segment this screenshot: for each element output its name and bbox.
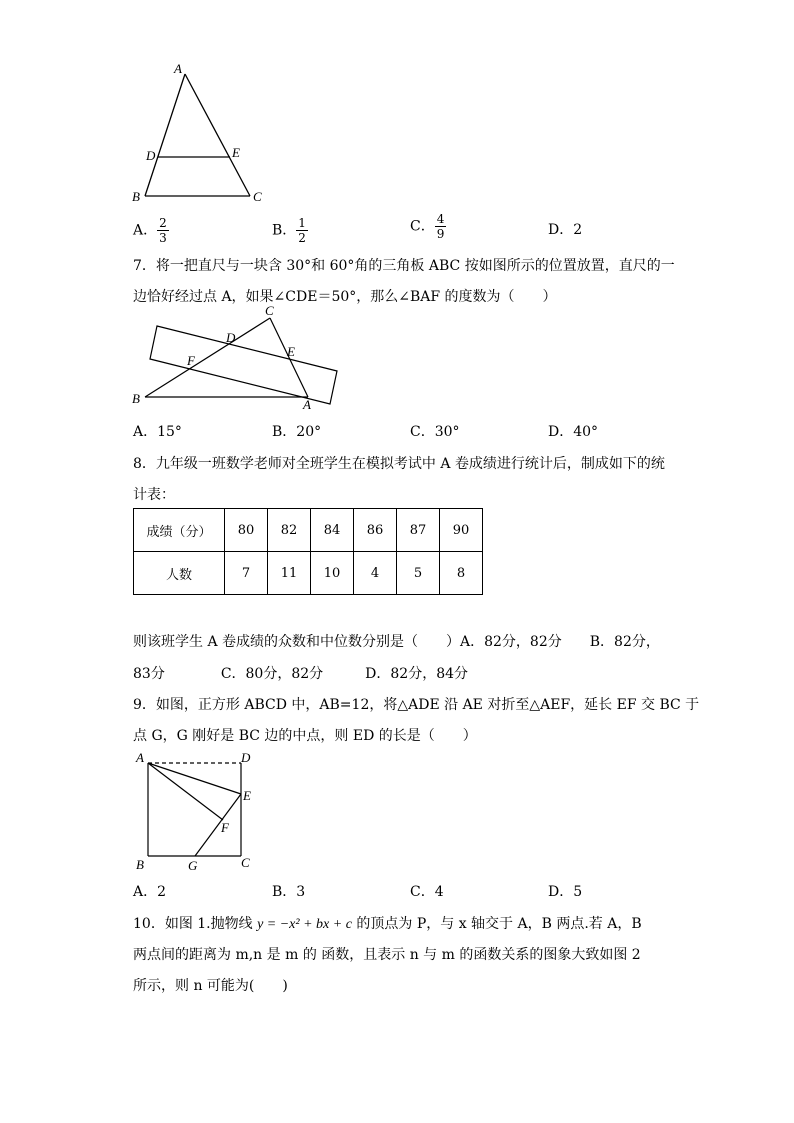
q9-option-a[interactable]: A．2	[133, 884, 167, 900]
label-b: B	[136, 857, 144, 872]
q9-stem-line1: 9．如图，正方形 ABCD 中，AB=12，将△ADE 沿 AE 对折至△AEF，延长 EF 交 BC 于	[133, 697, 700, 713]
q9-stem-line2: 点 G，G 刚好是 BC 边的中点，则 ED 的长是（ ）	[133, 728, 477, 744]
triangle-abc-figure	[128, 60, 278, 210]
q7-option-d[interactable]: D．40°	[548, 424, 599, 440]
label-e: E	[232, 145, 240, 160]
table-cell: 90	[440, 509, 483, 552]
label-g: G	[188, 858, 198, 873]
q6-option-a[interactable]: A． $\frac{2}{3}$	[133, 216, 167, 245]
label-f: F	[221, 820, 229, 835]
label-e: E	[287, 344, 295, 359]
label-d: D	[226, 330, 236, 345]
q8-answer-line1: 则该班学生 A 卷成绩的众数和中位数分别是（ ）A．82分，82分 B．82分，	[133, 634, 660, 650]
table-cell: 80	[225, 509, 268, 552]
q9-option-d[interactable]: D．5	[548, 884, 583, 900]
ruler-triangle-figure	[125, 305, 355, 415]
score-table	[133, 508, 483, 595]
table-header-cell: 人数	[134, 552, 225, 595]
table-row	[134, 552, 483, 595]
label-e: E	[243, 788, 251, 803]
table-cell: 87	[397, 509, 440, 552]
square-abcd-figure	[128, 748, 268, 874]
q6-option-c[interactable]: C． $\frac{4}{9}$	[410, 212, 445, 241]
table-cell: 84	[311, 509, 354, 552]
label-c: C	[253, 189, 262, 204]
fraction-1-2: $\frac{1}{2}$	[298, 216, 306, 245]
table-cell: 8	[440, 552, 483, 595]
q7-stem-line2: 边恰好经过点 A，如果∠CDE＝50°，那么∠BAF 的度数为（ ）	[133, 289, 557, 305]
q10-stem-line2: 两点间的距离为 m,n 是 m 的 函数，且表示 n 与 m 的函数关系的图象大致如图 2	[133, 947, 641, 963]
label-c: C	[241, 855, 250, 870]
q6-option-b[interactable]: B． $\frac{1}{2}$	[272, 216, 306, 245]
fraction-4-9: $\frac{4}{9}$	[436, 212, 445, 241]
table-cell: 82	[268, 509, 311, 552]
table-cell: 5	[397, 552, 440, 595]
q8-stem-line1: 8．九年级一班数学老师对全班学生在模拟考试中 A 卷成绩进行统计后，制成如下的统	[133, 456, 665, 472]
q10-stem-line3: 所示，则 n 可能为( )	[133, 978, 288, 994]
q9-option-c[interactable]: C．4	[410, 884, 444, 900]
q10-stem-line1: 10．如图 1.抛物线 y = −x² + bx + c 的顶点为 P，与 x 轴交于 A，B 两点.若 A，B	[133, 916, 642, 932]
table-cell: 4	[354, 552, 397, 595]
label-c: C	[265, 305, 274, 318]
label-f: F	[187, 353, 195, 368]
table-cell: 11	[268, 552, 311, 595]
label-a: A	[174, 61, 182, 76]
table-cell: 7	[225, 552, 268, 595]
q7-option-b[interactable]: B．20°	[272, 424, 322, 440]
q7-stem-line1: 7．将一把直尺与一块含 30°和 60°角的三角板 ABC 按如图所示的位置放置，直尺的一	[133, 258, 675, 274]
parabola-formula: y = −x² + bx + c	[257, 917, 352, 932]
label-b: B	[132, 391, 140, 406]
q6-option-d[interactable]: D．2	[548, 222, 583, 238]
label-d: D	[146, 148, 156, 163]
table-cell: 86	[354, 509, 397, 552]
q9-option-b[interactable]: B．3	[272, 884, 306, 900]
q7-option-c[interactable]: C．30°	[410, 424, 460, 440]
label-d: D	[241, 750, 251, 765]
q7-option-a[interactable]: A．15°	[133, 424, 182, 440]
label-a: A	[303, 397, 311, 412]
label-b: B	[132, 189, 140, 204]
table-cell: 10	[311, 552, 354, 595]
table-row	[134, 509, 483, 552]
q8-answer-line2: 83分 C．80分，82分 D．82分，84分	[133, 666, 469, 682]
table-header-cell: 成绩（分）	[134, 509, 225, 552]
label-a: A	[136, 750, 144, 765]
fraction-2-3: $\frac{2}{3}$	[159, 216, 167, 245]
q8-stem-line2: 计表：	[133, 487, 175, 503]
